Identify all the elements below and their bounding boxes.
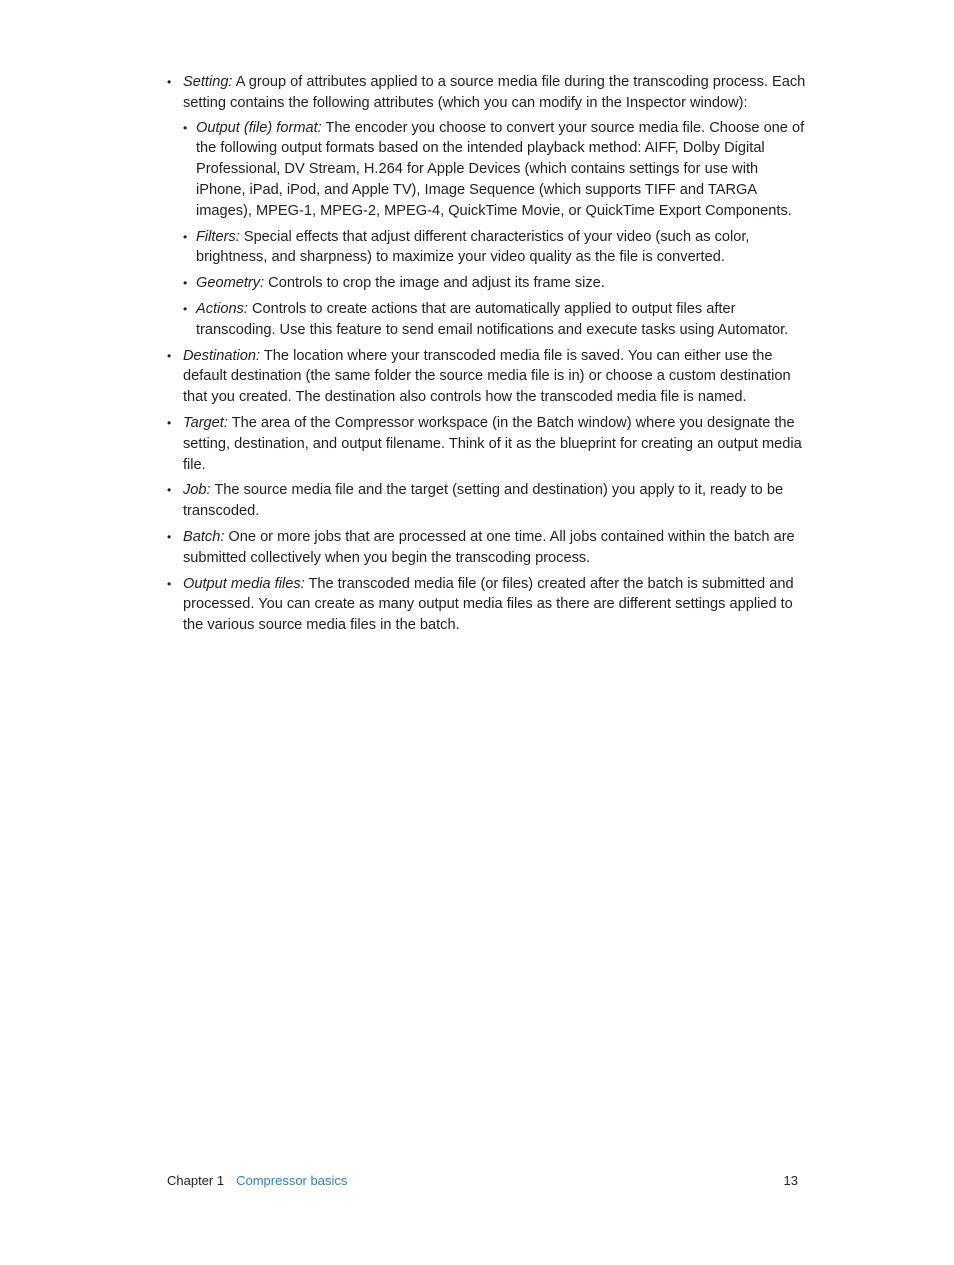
bullet: •	[167, 75, 172, 89]
definition-filters: Special effects that adjust different characteristics of your video (such as color, brightness, and sharpness) to maximize your video quality as the file is converted.	[196, 228, 750, 266]
term-output-format: Output (file) format:	[196, 119, 322, 136]
term-filters: Filters:	[196, 228, 240, 245]
term-geometry: Geometry:	[196, 275, 265, 292]
definition-output-format: The encoder you choose to convert your source media file. Choose one of the following output formats based on the intended playback method: AIFF, Dolby Digital Professional, DV Stream, H.264 for Apple Devices (which contains settings for use with iPhone, iPad, iPod, and Apple TV), Image Sequence (which supports TIFF and TARGA images), MPEG-1, MPEG-2, MPEG-4, QuickTime Movie, or QuickTime Export Components.	[196, 119, 805, 219]
list-item-output-media-files	[166, 574, 806, 636]
definition-actions: Controls to create actions that are automatically applied to output files after transcoding. Use this feature to send email notifications and execute tasks using Automator.	[196, 300, 789, 338]
definition-setting: A group of attributes applied to a source media file during the transcoding process. Each setting contains the following attributes (which you can modify in the Inspector window):	[183, 74, 806, 111]
list-item-target	[166, 413, 806, 475]
term-output-media-files: Output media files:	[183, 575, 305, 592]
sublist-item-output-format	[183, 118, 806, 222]
bullet: •	[183, 229, 188, 244]
page-number: 13	[783, 1173, 798, 1188]
sublist-item-actions	[183, 299, 806, 341]
bullet: •	[183, 301, 188, 316]
definition-output-media-files: The transcoded media file (or files) created after the batch is submitted and processed. You can create as many output media files as there are different settings applied to the various source media files in the batch.	[183, 575, 794, 634]
bullet: •	[167, 529, 172, 544]
chapter-label: Chapter 1	[167, 1173, 225, 1188]
definition-job: The source media file and the target (setting and destination) you apply to it, ready to be transcoded.	[183, 482, 784, 520]
term-destination: Destination:	[183, 347, 261, 364]
definition-destination: The location where your transcoded media file is saved. You can either use the default destination (the same folder the source media file is in) or choose a custom destination that you created. The destination also controls how the transcoded media file is named.	[183, 347, 791, 406]
list-item-setting	[166, 72, 806, 341]
term-actions: Actions:	[196, 300, 248, 317]
term-batch: Batch:	[183, 528, 225, 545]
term-setting: Setting:	[183, 74, 233, 90]
term-target: Target:	[183, 414, 228, 431]
list-item-batch	[166, 527, 806, 569]
bullet: •	[183, 276, 188, 291]
page-footer	[167, 1172, 798, 1190]
bullet: •	[167, 576, 172, 591]
bullet: •	[167, 348, 172, 363]
sublist-item-geometry	[183, 273, 806, 294]
term-job: Job:	[183, 482, 211, 499]
setting-attributes-list	[183, 118, 806, 341]
page-content	[166, 72, 806, 641]
bullet: •	[167, 483, 172, 498]
bullet: •	[183, 120, 188, 135]
list-item-destination	[166, 346, 806, 408]
definition-target: The area of the Compressor workspace (in the Batch window) where you designate the setting, destination, and output filename. Think of it as the blueprint for creating an output media file.	[183, 414, 802, 473]
bullet: •	[167, 415, 172, 430]
sublist-item-filters	[183, 227, 806, 269]
chapter-title-link[interactable]: Compressor basics	[236, 1173, 348, 1188]
definition-batch: One or more jobs that are processed at one time. All jobs contained within the batch are submitted collectively when you begin the transcoding process.	[183, 528, 795, 566]
definition-geometry: Controls to crop the image and adjust its frame size.	[264, 275, 605, 292]
list-item-job	[166, 480, 806, 522]
